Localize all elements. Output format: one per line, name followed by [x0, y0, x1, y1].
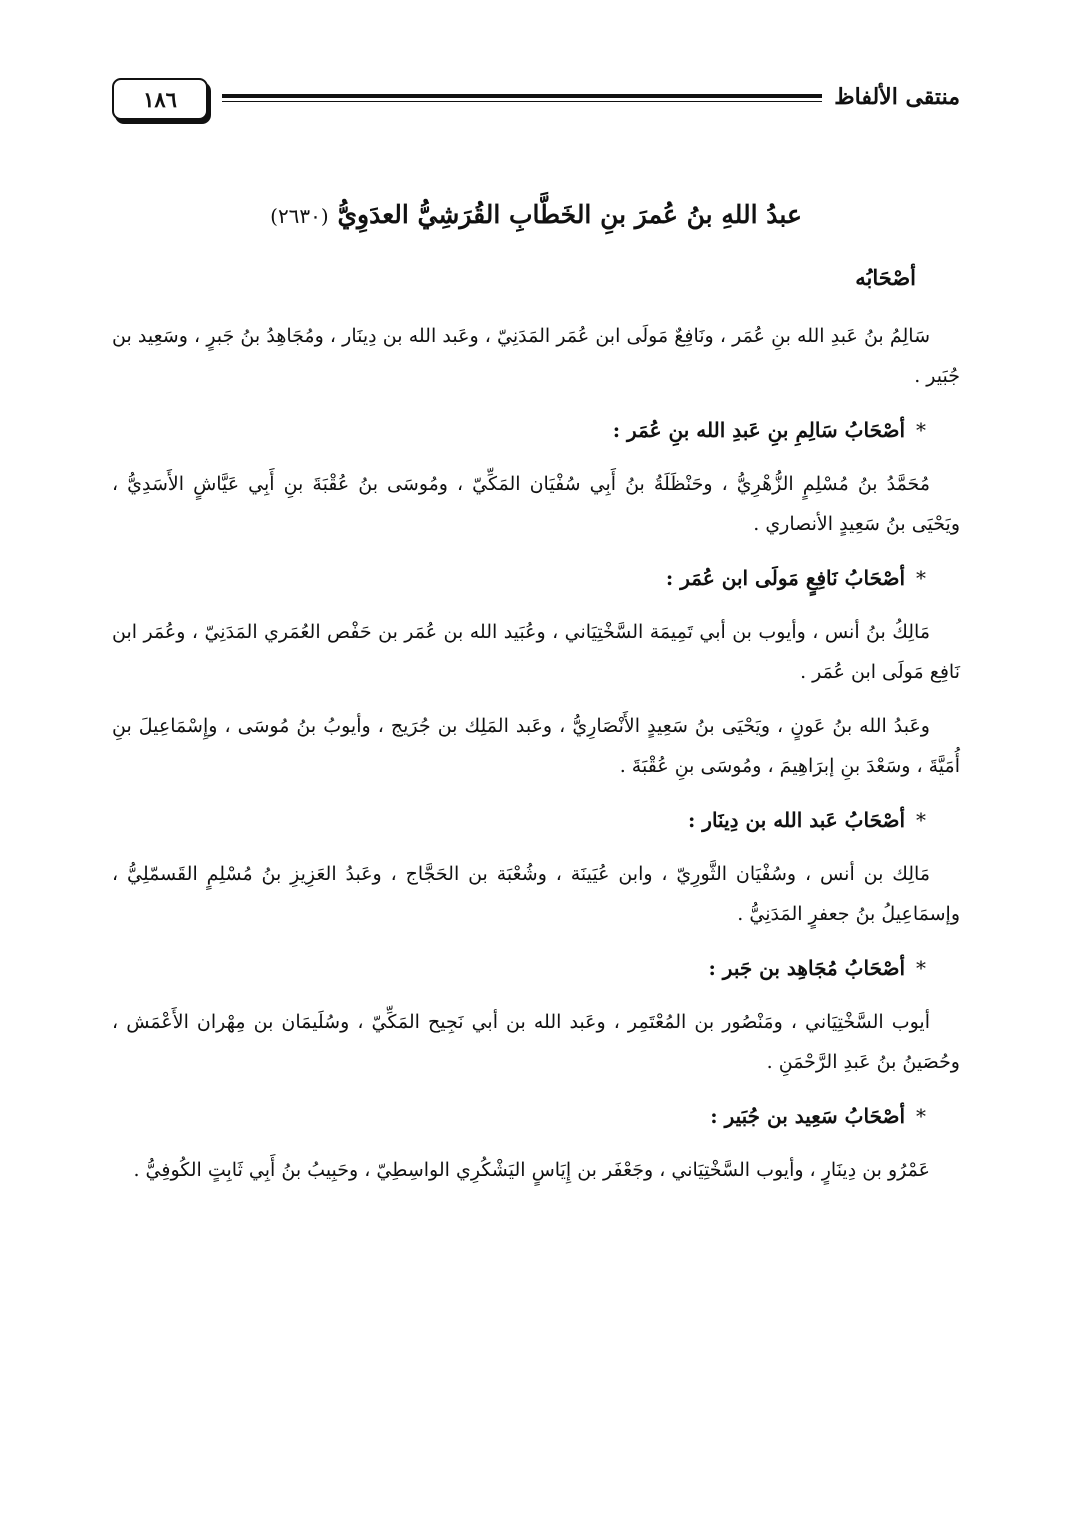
star-marker: *: [916, 1104, 926, 1128]
group-heading-text: أصْحَابُ سَالِمِ بنِ عَبدِ الله بنِ عُمَر :: [612, 418, 906, 442]
group-heading-text: أصْحَابُ نَافِعٍ مَولَى ابن عُمَر :: [665, 566, 906, 590]
section-label: أصْحَابُه: [855, 265, 916, 290]
group-heading-text: أصْحَابُ سَعِيد بن جُبَير :: [710, 1104, 906, 1128]
star-marker: *: [916, 418, 926, 442]
group-paragraph: مَالِكُ بنُ أنس ، وأيوب بن أبي تَمِيمَة السَّخْتِيَاني ، وعُبَيد الله بن عُمَر بن حَفْص العُمَري المَدَنِيّ ، وعُمَر ابن نَافِع مَولَى ابن عُمَر .: [112, 621, 960, 683]
group-paragraph: وعَبدُ الله بنُ عَونٍ ، ويَحْيَى بنُ سَعِيدٍ الأَنْصَارِيُّ ، وعَبد المَلِك بن جُرَيج ، وأيوبُ بنُ مُوسَى ، وإِسْمَاعِيلَ بنِ أُمَيَّةَ ، وسَعْدَ بنِ إبرَاهِيمَ ، ومُوسَى بنِ عُقْبَةَ .: [112, 715, 960, 777]
entry-title: [112, 200, 960, 229]
group-heading: [112, 800, 960, 840]
star-marker: *: [916, 566, 926, 590]
intro-paragraph: سَالِمُ بنُ عَبدِ الله بنِ عُمَر ، ونَافِعٌ مَولَى ابن عُمَر المَدَنِيّ ، وعَبد الله بن دِينَار ، ومُجَاهِدُ بنُ جَبرٍ ، وسَعِيد بن جُبَير .: [112, 325, 960, 387]
page-header: [112, 78, 960, 130]
star-marker: *: [916, 956, 926, 980]
group-heading-text: أصْحَابُ مُجَاهِد بن جَبر :: [708, 956, 906, 980]
book-title: منتقى الألفاظ: [834, 84, 960, 110]
group-heading: [112, 410, 960, 450]
group-paragraph: مُحَمَّدُ بنُ مُسْلِمٍ الزُّهْرِيُّ ، وحَنْظَلَةُ بنُ أَبِي سُفْيَان المَكِّيّ ، ومُوسَى بنُ عُقْبَةَ بنِ أَبِي عَيَّاشٍ الأَسَدِيُّ ، ويَحْيَى بنُ سَعِيدٍ الأنصاري .: [112, 473, 960, 535]
group-heading: [112, 1096, 960, 1136]
entry-number: (٢٦٣٠): [270, 204, 329, 228]
entry-name: عبدُ اللهِ بنُ عُمرَ بنِ الخَطَّابِ القُرَشِيُّ العدَوِيُّ: [337, 200, 802, 229]
header-rule-thin: [222, 101, 822, 102]
group-paragraph: مَالِك بن أنس ، وسُفْيَان الثَّورِيّ ، وابن عُيَينَة ، وشُعْبَة بن الحَجَّاج ، وعَبدُ العَزِيزِ بنُ مُسْلِمٍ القَسمّلِيُّ ، وإسمَاعِيلُ بنُ جعفرٍ المَدَنِيُّ .: [112, 863, 960, 925]
page-content: [112, 200, 960, 1204]
group-heading: [112, 558, 960, 598]
page-number: ١٨٦: [112, 78, 208, 120]
header-rule: [222, 94, 822, 102]
group-paragraph: أيوب السَّخْتِيَاني ، ومَنْصُور بن المُعْتَمِر ، وعَبد الله بن أبي نَجِيح المَكِّيّ ، وسُلَيمَان بن مِهْران الأَعْمَش ، وحُصَينُ بنُ عَبدِ الرَّحْمَنِ .: [112, 1011, 960, 1073]
group-heading: [112, 948, 960, 988]
group-heading-text: أصْحَابُ عَبد الله بن دِينَار :: [687, 808, 906, 832]
star-marker: *: [916, 808, 926, 832]
header-rule-thick: [222, 94, 822, 98]
group-paragraph: عَمْرُو بن دِينَارٍ ، وأيوب السَّخْتِيَاني ، وجَعْفَر بن إِيَاسٍ اليَشْكُرِي الواسِطِيّ ، وحَبِيبُ بنُ أَبِي ثَابِتٍ الكُوفِيُّ .: [133, 1159, 930, 1181]
